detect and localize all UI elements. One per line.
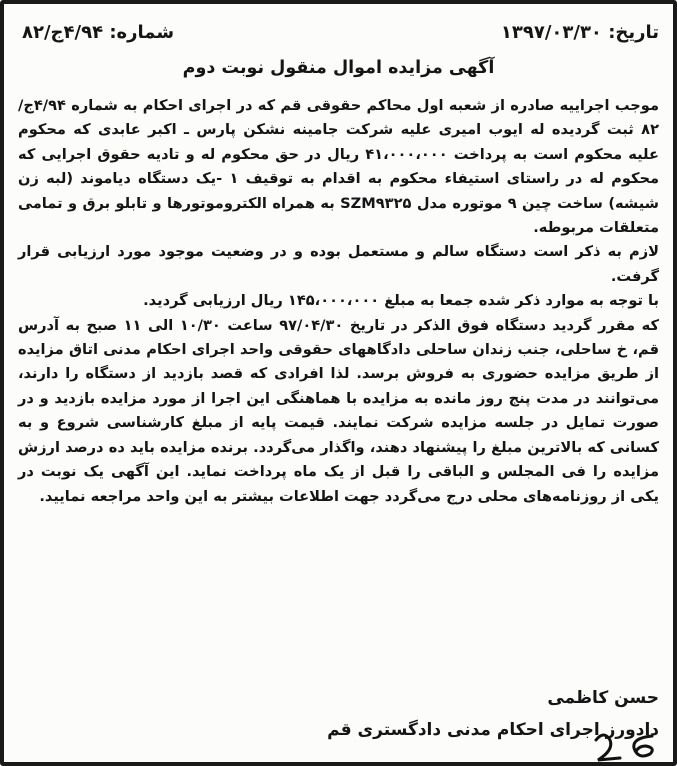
notice-number: شماره: ۴/۹۴ج/۸۲ xyxy=(22,21,175,43)
signatory-position: دادورز اجرای احکام مدنی دادگستری قم xyxy=(327,720,659,740)
body-paragraph: موجب اجراییه صادره از شعبه اول محاکم حقوقی قم که در اجرای احکام به شماره ۴/۹۴ج/۸۲ ثبت گردیده له ایوب امیری علیه شرکت جامینه نشکن پارس ـ اکبر عابدی که محکوم علیه محکوم است به پرداخت ۴۱،۰۰۰،۰۰۰ ریال در حق محکوم له و تادیه حقوق اجرایی که محکوم له در راستای استیفاء محکوم به اقدام به توقیف ۱ -یک دستگاه دیاموند (لبه زن شیشه) ساخت چین ۹ موتوره مدل SZM۹۳۲۵ به همراه الکتروموتورها و تابلو برق و تمامی متعلقات مربوطه. xyxy=(18,97,660,237)
notice-body xyxy=(18,94,659,509)
notice-date: تاریخ: ۱۳۹۷/۰۳/۳۰ xyxy=(500,21,659,43)
signatory-name: حسن کاظمی xyxy=(547,688,659,708)
body-paragraph: لازم به ذکر است دستگاه سالم و مستعمل بوده و در وضعیت موجود مورد ارزیابی قرار گرفت. xyxy=(18,243,659,285)
handwritten-page-number xyxy=(590,726,662,766)
signature-block xyxy=(24,682,659,746)
body-paragraph: با توجه به موارد ذکر شده جمعا به مبلغ ۱۴۵،۰۰۰،۰۰۰ ریال ارزیابی گردید. xyxy=(143,292,659,310)
body-paragraph: که مقرر گردید دستگاه فوق الذکر در تاریخ ۹۷/۰۴/۳۰ ساعت ۱۰/۳۰ الی ۱۱ صبح به آدرس قم، خ ساحلی، جنب زندان ساحلی دادگاههای حقوقی واحد اجرای احکام مدنی اتاق مزایده از طریق مزایده حضوری به فروش برسد. لذا افرادی که قصد بازدید از دستگاه را دارند، می‌توانند در مدت پنج روز مانده به مزایده با هماهنگی این اجرا از مورد مزایده بازدید و در صورت تمایل در جلسه مزایده شرکت نمایند. قیمت پایه از مبلغ کارشناسی شروع و به کسانی که بالاترین مبلغ را پیشنهاد دهند، واگذار می‌گردد. برنده مزایده باید ده درصد ارزش مزایده را فی المجلس و الباقی را قبل از یک ماه پرداخت نماید. این آگهی یک نوبت در یکی از روزنامه‌های محلی درج می‌گردد جهت اطلاعات بیشتر به این واحد مراجعه نمایید. xyxy=(18,316,659,505)
notice-title: آگهی مزایده اموال منقول نوبت دوم xyxy=(182,58,495,78)
notice-header xyxy=(22,18,659,46)
